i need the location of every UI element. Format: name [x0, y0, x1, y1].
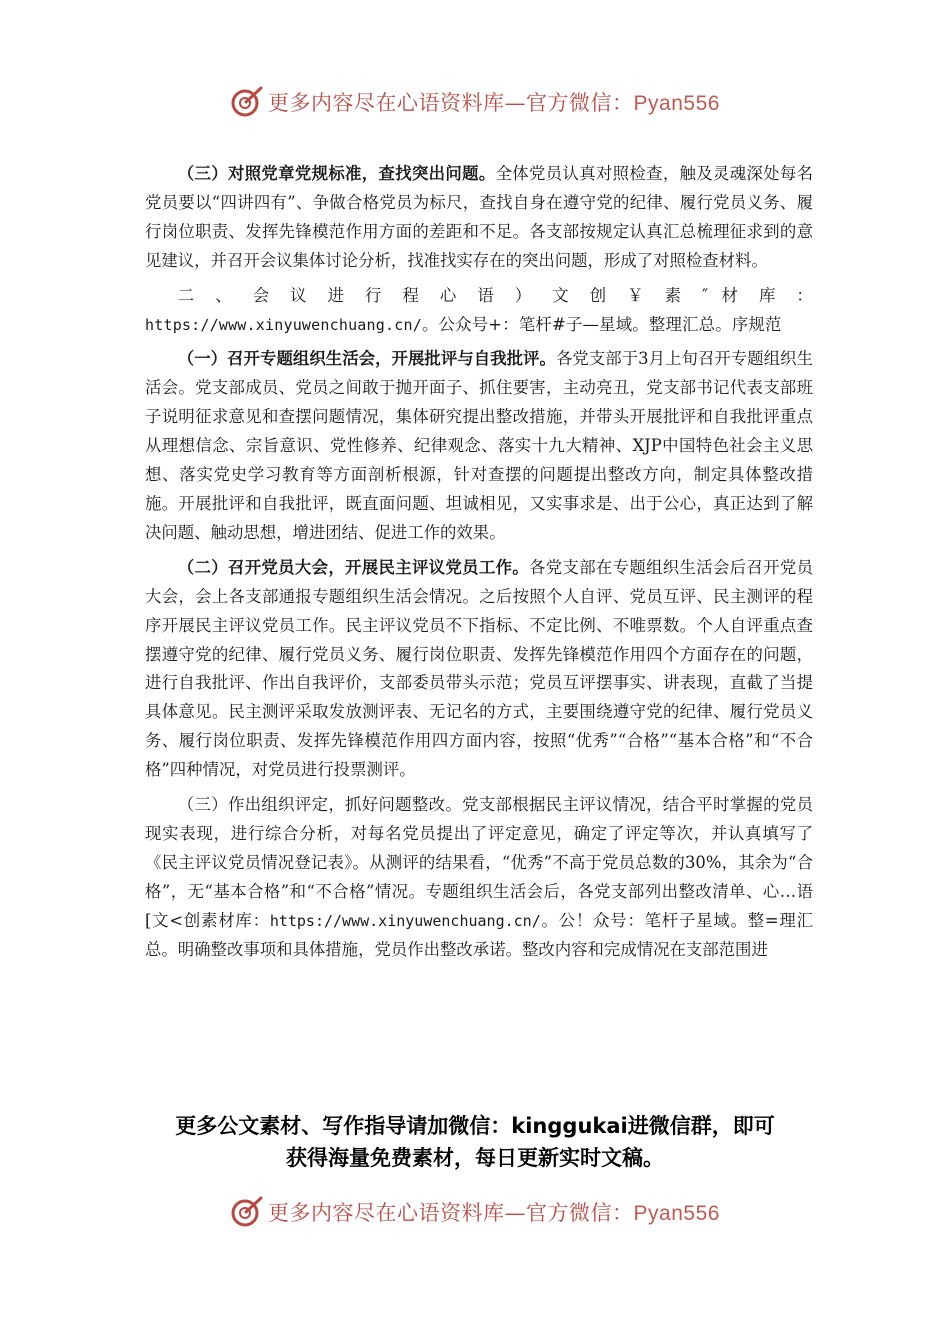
section-heading-meeting-process: 二 、 会 议 进 行 程 心 语 ） 文 创 ￥ 素 ″ 材 库 ： https://www.xinyuwenchuang.cn/。公众号+：笔杆#子—星域。整理汇总。序规范 — [145, 285, 813, 334]
paragraph-organization-evaluation: （三）作出组织评定，抓好问题整改。党支部根据民主评议情况，结合平时掌握的党员现实表现，进行综合分析，对每名党员提出了评定意见，确定了评定等次，并认真填写了《民主评议党员情况登记表》。从测评的结果看，“优秀”不高于党员总数的30%，其余为“合格”，无“基本合格”和“不合格”情况。专题组织生活会后，各党支部列出整改清单、心…语[文<创素材库：https://www.xinyuwenchuang.cn/。公！众号：笔杆子星域。整=理汇总。明确整改事项和具体措施，党员作出整改承诺。整改内容和完成情况在支部范围进 — [145, 795, 813, 959]
brush-logo-icon — [230, 1195, 264, 1229]
watermark-wechat: Pyan556 — [633, 92, 720, 115]
paragraph-check-problems: （三）对照党章党规标准，查找突出问题。全体党员认真对照检查，触及灵魂深处每名党员要以“四讲四有”、争做合格党员为标尺，查找自身在遵守党的纪律、履行党员义务、履行岗位职责、发挥先锋模范作用方面的差距和不足。各支部按规定认真汇总梳理征求到的意见建议，并召开会议集体讨论分析，找准找实存在的突出问题，形成了对照检查材料。 — [145, 164, 814, 270]
promo-line-1: 更多公文素材、写作指导请加微信：kinggukai进微信群，即可 — [175, 1114, 775, 1138]
watermark-text: 更多内容尽在心语资料库—官方微信：Pyan556 — [268, 1201, 720, 1225]
footer-watermark — [0, 1192, 950, 1232]
paragraph-heading: （二）召开党员大会，开展民主评议党员工作。 — [177, 557, 530, 577]
promo-line-2: 获得海量免费素材，每日更新实时文稿。 — [286, 1146, 664, 1170]
paragraph-url: https://www.xinyuwenchuang.cn/ — [269, 911, 541, 930]
section-url: https://www.xinyuwenchuang.cn/ — [145, 315, 422, 334]
watermark-text: 更多内容尽在心语资料库—官方微信：Pyan556 — [268, 91, 720, 115]
watermark-wechat: Pyan556 — [633, 1202, 720, 1225]
document-body — [145, 160, 813, 970]
paragraph-heading: （三）对照党章党规标准，查找突出问题。 — [177, 164, 496, 183]
promo-banner — [0, 1110, 950, 1174]
paragraph-heading: （一）召开专题组织生活会，开展批评与自我批评。 — [177, 349, 556, 369]
header-watermark — [0, 82, 950, 122]
paragraph-organization-meeting: （一）召开专题组织生活会，开展批评与自我批评。各党支部于3月上旬召开专题组织生活会。党支部成员、党员之间敢于抛开面子、抓住要害，主动亮丑，党支部书记代表支部班子说明征求意见和查摆问题情况，集体研究提出整改措施，并带头开展批评和自我批评重点从理想信念、宗旨意识、党性修养、纪律观念、落实十九大精神、XJP中国特色社会主义思想、落实党史学习教育等方面剖析根源，针对查摆的问题提出整改方向，制定具体整改措施。开展批评和自我批评，既直面问题、坦诚相见，又实事求是、出于公心，真正达到了解决问题、触动思想，增进团结、促进工作的效果。 — [145, 349, 813, 542]
paragraph-party-assembly: （二）召开党员大会，开展民主评议党员工作。各党支部在专题组织生活会后召开党员大会，会上各支部通报专题组织生活会情况。之后按照个人自评、党员互评、民主测评的程序开展民主评议党员工作。民主评议党员不下指标、不定比例、不唯票数。个人自评重点查摆遵守党的纪律、履行党员义务、履行岗位职责、发挥先锋模范作用四个方面存在的问题，进行自我批评、作出自我评价，支部委员带头示范；党员互评摆事实、讲表现，直截了当提具体意见。民主测评采取发放测评表、无记名的方式，主要围绕遵守党的纪律、履行党员义务、履行岗位职责、发挥先锋模范作用四方面内容，按照“优秀”“合格”“基本合格”和“不合格”四种情况，对党员进行投票测评。 — [145, 557, 813, 780]
brush-logo-icon — [230, 85, 264, 119]
